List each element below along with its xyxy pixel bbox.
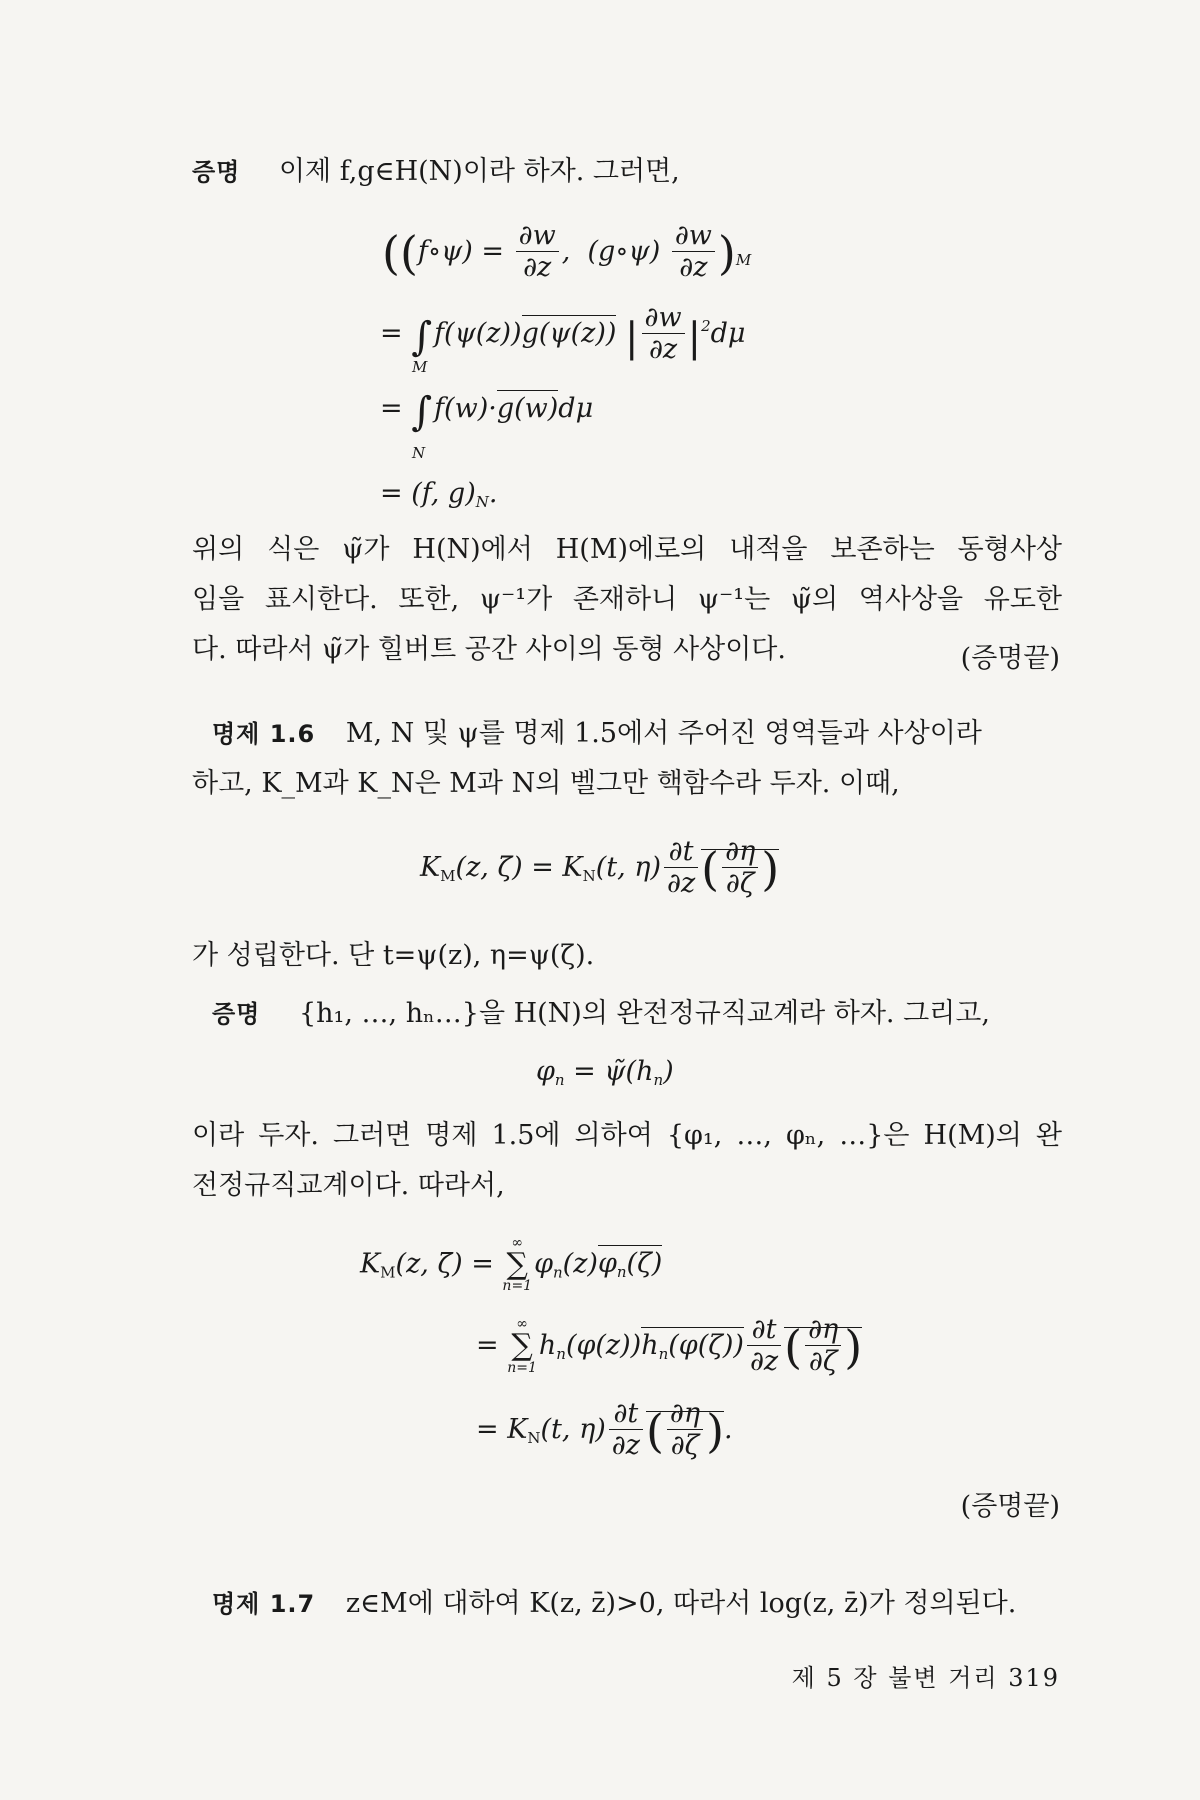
proposition-condition: 가 성립한다. 단 t=ψ(z), η=ψ(ζ). xyxy=(192,940,595,971)
equation-phi-definition: φn = ψ̃(hn) xyxy=(536,1056,674,1089)
proposition-label: 명제 1.7 xyxy=(212,1590,316,1618)
proposition-line xyxy=(212,720,1062,747)
integral-limit: M xyxy=(412,358,428,376)
proof-intro: {h₁, …, hₙ…}을 H(N)의 완전정규직교계라 하자. 그리고, xyxy=(298,998,990,1029)
equation-line: = ∞ ∑ n=1hn(φ(z))hn(φ(ζ)) $\frac{\partial t}{\partial z}$ ( $\frac{\partial\eta}{\partial\zeta}$ ) xyxy=(476,1314,863,1378)
proof-intro: 이제 f,g∈H(N)이라 하자. 그러면, xyxy=(278,156,680,187)
equation-line: = ∫f(w)·g(w)dμ xyxy=(380,389,594,435)
proposition-label: 명제 1.6 xyxy=(212,720,316,748)
equation-line: = $K_N(t$, η) $\frac{\partial t}{\partial z}$ ( $\frac{\partial\eta}{\partial\zeta}$ ). xyxy=(476,1398,733,1462)
equation-kernel-relation: $K_M(z$, ζ̄) = $K_N(t$, η) $\frac{\partial t}{\partial z}$ ( $\frac{\partial\eta}{\partial\zeta}$ ) xyxy=(420,836,780,900)
qed-mark: (증명끝) xyxy=(960,643,1060,674)
equation-line: = (f, g)N. xyxy=(380,478,498,511)
equation-line: $K_M(z$, ζ̄) = ∞ ∑ n=1φn(z)φn(ζ) xyxy=(360,1235,663,1295)
equation-line: ((f∘ψ) = $\frac{\partial w}{\partial z}$ , (g∘ψ) $\frac{\partial w}{\partial z}$ )M xyxy=(382,220,752,284)
proof-line xyxy=(212,1000,990,1027)
proposition-text: M, N 및 ψ를 명제 1.5에서 주어진 영역들과 사상이라 xyxy=(345,718,982,749)
proposition-line xyxy=(212,1590,1016,1617)
proof-label: 증명 xyxy=(192,158,241,186)
proposition-text: z∈M에 대하여 K(z, z̄)>0, 따라서 log(z, z̄)가 정의된다. xyxy=(345,1588,1017,1619)
paragraph-line: 임을 표시한다. 또한, ψ⁻¹가 존재하니 ψ⁻¹는 ψ̃의 역사상을 유도한 xyxy=(192,584,1062,615)
paragraph-line: 전정규직교계이다. 따라서, xyxy=(192,1170,505,1201)
equation-line: = ∫f(ψ(z))g(ψ(z)) | $\frac{\partial w}{\partial z}$ $|^2d\mu$ xyxy=(380,302,746,366)
paragraph-line: 다. 따라서 ψ̃가 힐버트 공간 사이의 동형 사상이다. xyxy=(192,634,786,665)
qed-mark: (증명끝) xyxy=(960,1491,1060,1522)
integral-limit: N xyxy=(412,444,426,462)
proof-line xyxy=(192,158,680,185)
proof-label: 증명 xyxy=(212,1000,261,1028)
paragraph-line: 이라 두자. 그러면 명제 1.5에 의하여 {φ₁, …, φₙ, …}은 H(M)의 완 xyxy=(192,1120,1062,1151)
proposition-line: 하고, K_M과 K_N은 M과 N의 벨그만 핵함수라 두자. 이때, xyxy=(192,768,900,799)
page-footer: 제 5 장 불변 거리 319 xyxy=(791,1664,1060,1692)
paragraph-line: 위의 식은 ψ̃가 H(N)에서 H(M)에로의 내적을 보존하는 동형사상 xyxy=(192,534,1062,565)
